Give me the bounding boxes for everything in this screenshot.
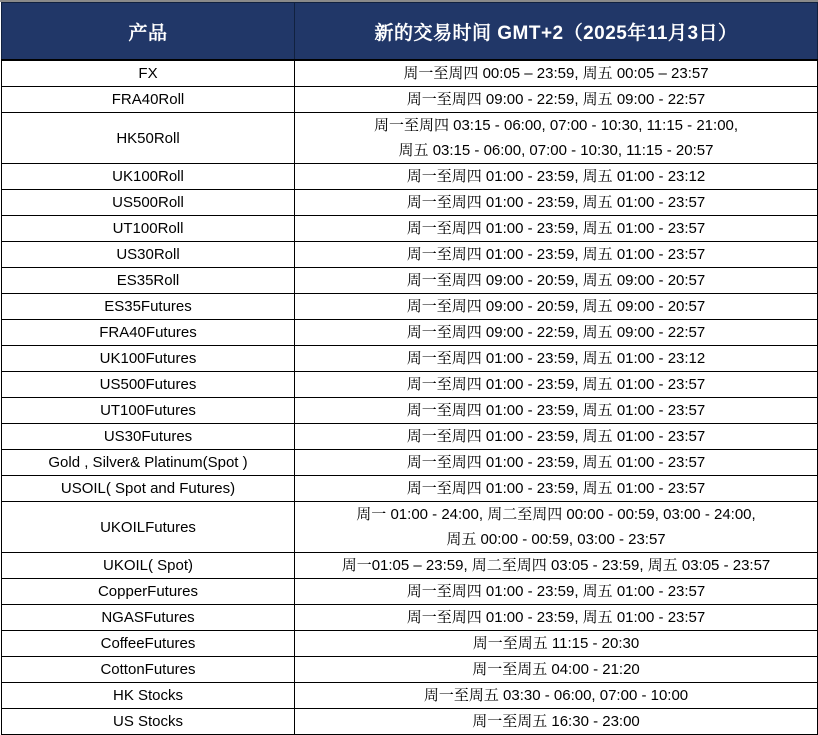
table-row (2, 268, 818, 294)
hours-cell (295, 605, 818, 631)
hours-line: 周一至周四 01:00 - 23:59, 周五 01:00 - 23:57 (406, 480, 706, 497)
hours-cell (295, 579, 818, 605)
product-cell: CottonFutures (2, 657, 295, 683)
hours-cell (295, 631, 818, 657)
hours-cell (295, 320, 818, 346)
product-cell: UK100Futures (2, 346, 295, 372)
product-cell: ES35Futures (2, 294, 295, 320)
hours-line: 周一01:05 – 23:59, 周二至周四 03:05 - 23:59, 周五 03:05 - 23:57 (341, 557, 771, 574)
hours-cell (295, 502, 818, 553)
hours-cell (295, 372, 818, 398)
hours-line: 周一至周四 01:00 - 23:59, 周五 01:00 - 23:57 (406, 246, 706, 263)
product-cell: HK50Roll (2, 113, 295, 164)
hours-line: 周五 00:00 - 00:59, 03:00 - 23:57 (446, 531, 666, 548)
table-row (2, 450, 818, 476)
product-cell: US Stocks (2, 709, 295, 735)
hours-line: 周一 01:00 - 24:00, 周二至周四 00:00 - 00:59, 03:00 - 24:00, (356, 506, 756, 523)
hours-cell (295, 657, 818, 683)
hours-line: 周一至周四 01:00 - 23:59, 周五 01:00 - 23:57 (406, 583, 706, 600)
table-row (2, 320, 818, 346)
hours-cell (295, 476, 818, 502)
hours-line: 周一至周四 01:00 - 23:59, 周五 01:00 - 23:57 (406, 609, 706, 626)
product-cell: UKOILFutures (2, 502, 295, 553)
table-row (2, 164, 818, 190)
hours-cell (295, 242, 818, 268)
table-header-row (2, 3, 818, 61)
table-row (2, 216, 818, 242)
table-row (2, 242, 818, 268)
product-cell: UT100Futures (2, 398, 295, 424)
table-row (2, 605, 818, 631)
table-row (2, 424, 818, 450)
table-row (2, 657, 818, 683)
table-row (2, 631, 818, 657)
hours-cell (295, 164, 818, 190)
product-cell: Gold , Silver& Platinum(Spot ) (2, 450, 295, 476)
hours-cell (295, 216, 818, 242)
hours-line: 周一至周四 01:00 - 23:59, 周五 01:00 - 23:12 (406, 350, 706, 367)
product-cell: FRA40Futures (2, 320, 295, 346)
hours-cell (295, 424, 818, 450)
table-row (2, 683, 818, 709)
hours-line: 周一至周五 11:15 - 20:30 (472, 635, 640, 652)
hours-line: 周一至周五 03:30 - 06:00, 07:00 - 10:00 (423, 687, 689, 704)
product-cell: FX (2, 60, 295, 87)
table-row (2, 398, 818, 424)
product-cell: US500Futures (2, 372, 295, 398)
product-cell: ES35Roll (2, 268, 295, 294)
table-row (2, 579, 818, 605)
product-cell: HK Stocks (2, 683, 295, 709)
hours-cell (295, 553, 818, 579)
trading-hours-table (1, 2, 818, 735)
hours-line: 周一至周四 09:00 - 22:59, 周五 09:00 - 22:57 (406, 91, 706, 108)
product-cell: US30Roll (2, 242, 295, 268)
product-cell: US30Futures (2, 424, 295, 450)
product-cell: NGASFutures (2, 605, 295, 631)
product-cell: CoffeeFutures (2, 631, 295, 657)
product-cell: CopperFutures (2, 579, 295, 605)
table-row (2, 190, 818, 216)
hours-line: 周一至周五 16:30 - 23:00 (472, 713, 640, 730)
hours-line: 周一至周五 04:00 - 21:20 (472, 661, 640, 678)
table-row (2, 502, 818, 553)
product-cell: UK100Roll (2, 164, 295, 190)
hours-line: 周一至周四 03:15 - 06:00, 07:00 - 10:30, 11:15 - 21:00, (373, 117, 739, 134)
table-row (2, 553, 818, 579)
hours-line: 周一至周四 09:00 - 20:59, 周五 09:00 - 20:57 (406, 272, 706, 289)
table-body (2, 60, 818, 735)
hours-line: 周一至周四 01:00 - 23:59, 周五 01:00 - 23:57 (406, 428, 706, 445)
table-row (2, 113, 818, 164)
hours-cell (295, 709, 818, 735)
table-row (2, 709, 818, 735)
table-row (2, 60, 818, 87)
table-row (2, 87, 818, 113)
product-cell: UKOIL( Spot) (2, 553, 295, 579)
product-cell: US500Roll (2, 190, 295, 216)
hours-cell (295, 683, 818, 709)
hours-cell (295, 346, 818, 372)
hours-cell (295, 60, 818, 87)
product-cell: FRA40Roll (2, 87, 295, 113)
hours-cell (295, 294, 818, 320)
hours-cell (295, 190, 818, 216)
column-header-hours: 新的交易时间 GMT+2（2025年11月3日） (295, 3, 818, 61)
hours-line: 周一至周四 01:00 - 23:59, 周五 01:00 - 23:12 (406, 168, 706, 185)
hours-line: 周一至周四 01:00 - 23:59, 周五 01:00 - 23:57 (406, 194, 706, 211)
table-row (2, 476, 818, 502)
hours-cell (295, 398, 818, 424)
table-row (2, 346, 818, 372)
hours-line: 周一至周四 09:00 - 22:59, 周五 09:00 - 22:57 (406, 324, 706, 341)
hours-line: 周一至周四 09:00 - 20:59, 周五 09:00 - 20:57 (406, 298, 706, 315)
hours-line: 周一至周四 01:00 - 23:59, 周五 01:00 - 23:57 (406, 376, 706, 393)
hours-cell (295, 268, 818, 294)
table-row (2, 372, 818, 398)
product-cell: USOIL( Spot and Futures) (2, 476, 295, 502)
hours-line: 周一至周四 01:00 - 23:59, 周五 01:00 - 23:57 (406, 402, 706, 419)
hours-line: 周一至周四 01:00 - 23:59, 周五 01:00 - 23:57 (406, 220, 706, 237)
column-header-product: 产品 (2, 3, 295, 61)
table-row (2, 294, 818, 320)
hours-line: 周一至周四 00:05 – 23:59, 周五 00:05 – 23:57 (403, 65, 709, 82)
hours-cell (295, 113, 818, 164)
product-cell: UT100Roll (2, 216, 295, 242)
hours-cell (295, 87, 818, 113)
hours-cell (295, 450, 818, 476)
hours-line: 周五 03:15 - 06:00, 07:00 - 10:30, 11:15 - 20:57 (398, 142, 714, 159)
hours-line: 周一至周四 01:00 - 23:59, 周五 01:00 - 23:57 (406, 454, 706, 471)
